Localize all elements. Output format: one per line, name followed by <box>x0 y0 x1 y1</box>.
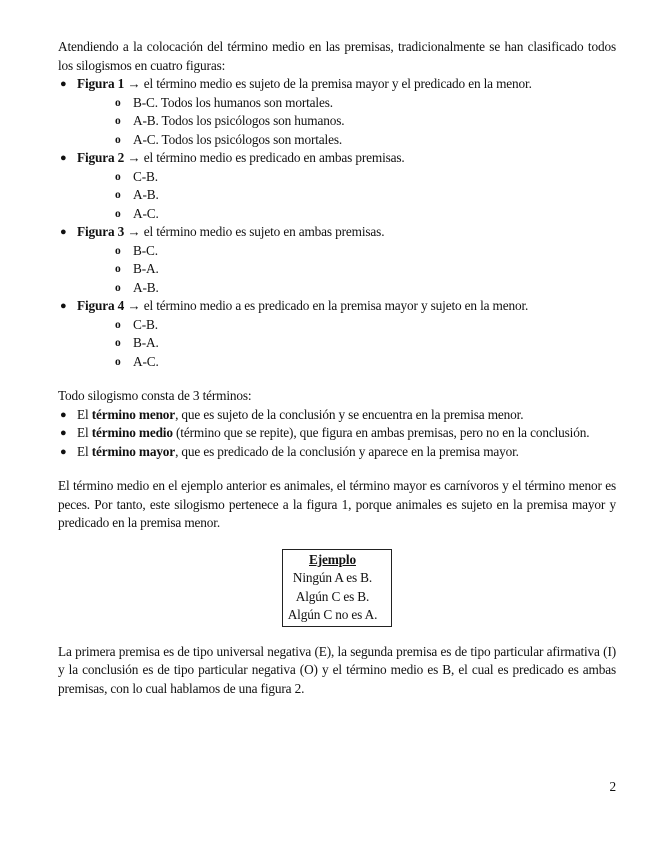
sub-bullet-icon: o <box>115 281 121 294</box>
term-name: término mayor <box>91 443 176 459</box>
figure-sublist <box>77 242 616 298</box>
example-line: Ningún A es B. <box>292 570 373 585</box>
bullet-icon: ● <box>60 408 67 421</box>
figure-description: el término medio es predicado en ambas premisas. <box>143 150 405 165</box>
example-title: Ejemplo <box>309 551 356 567</box>
example-explanation-paragraph: El término medio en el ejemplo anterior es animales, el término mayor es carnívoros y el término menor es peces. Por tanto, este silogismo pertenece a la figura 1, porque animales es sujeto en la premisa mayor y predicado en la premisa menor. <box>58 478 616 530</box>
figure-sublist <box>77 94 616 150</box>
term-item <box>58 424 616 443</box>
premise-text: B-A. <box>133 335 159 350</box>
arrow-icon: → <box>127 224 141 239</box>
figure-item <box>58 75 616 149</box>
arrow-icon: → <box>127 298 141 313</box>
list-item <box>115 112 616 131</box>
list-item <box>115 131 616 150</box>
figure-item <box>58 223 616 297</box>
term-description: , que es predicado de la conclusión y aparece en la premisa mayor. <box>175 443 519 459</box>
terms-intro: Todo silogismo consta de 3 términos: <box>58 388 252 403</box>
figure-label: Figura 3 <box>77 224 125 239</box>
premise-text: A-C. <box>133 205 159 221</box>
sub-bullet-icon: o <box>115 170 121 183</box>
premise-text: A-B. <box>133 279 159 295</box>
arrow-icon: → <box>127 150 141 165</box>
premise-text: A-C. <box>133 353 159 369</box>
list-item <box>115 168 616 187</box>
figures-list <box>58 75 616 371</box>
example-container <box>58 549 616 627</box>
term-item <box>58 406 616 425</box>
figure-label: Figura 4 <box>77 298 125 313</box>
list-item <box>115 260 616 279</box>
sub-bullet-icon: o <box>115 96 121 109</box>
figure-description: el término medio es sujeto en ambas premisas. <box>143 224 385 239</box>
figure-sublist <box>77 316 616 372</box>
figure-label: Figura 1 <box>77 76 125 91</box>
sub-bullet-icon: o <box>115 337 121 349</box>
premise-text: B-C. Todos los humanos son mortales. <box>133 94 333 110</box>
premise-text: C-B. <box>133 168 158 184</box>
list-item <box>115 353 616 372</box>
list-item <box>115 316 616 335</box>
figure-label: Figura 2 <box>77 150 125 165</box>
bullet-icon: ● <box>60 226 67 238</box>
term-description: (término que se repite), que figura en ambas premisas, pero no en la conclusión. <box>172 425 590 440</box>
list-item <box>115 334 616 353</box>
intro-paragraph: Atendiendo a la colocación del término medio en las premisas, tradicionalmente se han clasificado todos los silogismos en cuatro figuras: <box>58 39 616 73</box>
bullet-icon: ● <box>60 78 67 90</box>
bullet-icon: ● <box>60 300 67 312</box>
figure-item <box>58 149 616 223</box>
term-item <box>58 443 616 462</box>
sub-bullet-icon: o <box>115 133 121 146</box>
sub-bullet-icon: o <box>115 207 121 220</box>
list-item <box>115 186 616 205</box>
bullet-icon: ● <box>60 152 67 164</box>
bullet-icon: ● <box>60 427 67 439</box>
sub-bullet-icon: o <box>115 189 121 201</box>
list-item <box>115 279 616 298</box>
arrow-icon: → <box>127 76 141 91</box>
list-item <box>115 205 616 224</box>
term-description: , que es sujeto de la conclusión y se encuentra en la premisa menor. <box>175 406 524 422</box>
list-item <box>115 242 616 261</box>
figure-sublist <box>77 168 616 224</box>
example-line: Algún C es B. <box>295 588 370 604</box>
document-page <box>58 38 616 698</box>
figure-item <box>58 297 616 371</box>
bullet-icon: ● <box>60 445 67 458</box>
premise-text: B-A. <box>133 261 159 276</box>
premise-text: A-C. Todos los psicólogos son mortales. <box>133 131 343 147</box>
page-number: 2 <box>609 779 616 794</box>
premise-text: A-B. Todos los psicólogos son humanos. <box>133 113 345 128</box>
example-box <box>282 549 393 627</box>
premise-text: B-C. <box>133 242 158 258</box>
term-name: término menor <box>91 406 176 422</box>
premise-text: C-B. <box>133 316 158 332</box>
figure-description: el término medio es sujeto de la premisa mayor y el predicado en la menor. <box>143 76 532 91</box>
sub-bullet-icon: o <box>115 355 121 368</box>
term-prefix: El <box>77 443 89 459</box>
final-paragraph: La primera premisa es de tipo universal negativa (E), la segunda premisa es de tipo particular afirmativa (I) y la conclusión es de tipo particular negativa (O) y el término medio es B, el cual es predicado es ambas premisas, con lo cual hablamos de una figura 2. <box>58 643 616 696</box>
sub-bullet-icon: o <box>115 244 121 257</box>
term-prefix: El <box>77 406 89 422</box>
sub-bullet-icon: o <box>115 115 121 127</box>
figure-description: el término medio a es predicado en la premisa mayor y sujeto en la menor. <box>143 298 529 313</box>
term-prefix: El <box>77 425 89 440</box>
term-name: término medio <box>91 425 173 440</box>
premise-text: A-B. <box>133 187 159 202</box>
sub-bullet-icon: o <box>115 263 121 275</box>
sub-bullet-icon: o <box>115 318 121 331</box>
example-line: Algún C no es A. <box>287 607 378 622</box>
terms-list <box>58 406 616 462</box>
list-item <box>115 94 616 113</box>
